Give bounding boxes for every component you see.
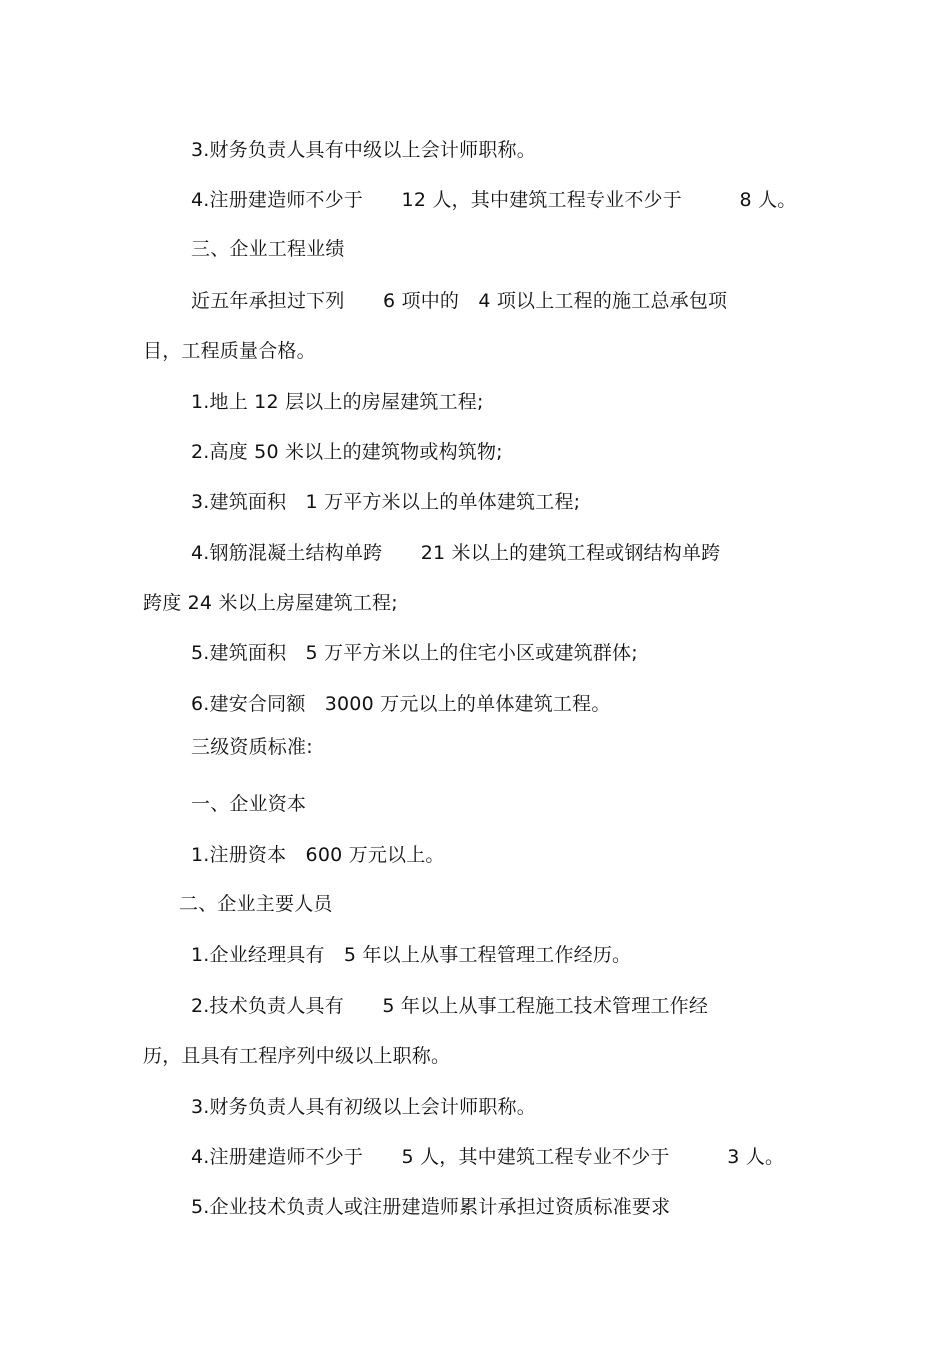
text-line-20: 3.财务负责人具有初级以上会计师职称。 <box>191 1096 536 1118</box>
section-heading-capital: 一、企业资本 <box>191 793 307 815</box>
section-heading-personnel: 二、企业主要人员 <box>179 893 333 915</box>
text-line-7: 2.高度 50 米以上的建筑物或构筑物; <box>191 441 503 463</box>
text-line-5: 目，工程质量合格。 <box>143 340 316 362</box>
text-line-18: 2.技术负责人具有 5 年以上从事工程施工技术管理工作经 <box>191 995 709 1017</box>
text-line-15: 1.注册资本 600 万元以上。 <box>191 844 445 866</box>
section-heading-performance: 三、企业工程业绩 <box>191 238 345 260</box>
text-line-17: 1.企业经理具有 5 年以上从事工程管理工作经历。 <box>191 944 632 966</box>
text-line-8: 3.建筑面积 1 万平方米以上的单体建筑工程; <box>191 491 581 513</box>
text-line-11: 5.建筑面积 5 万平方米以上的住宅小区或建筑群体; <box>191 642 638 664</box>
text-line-19: 历，且具有工程序列中级以上职称。 <box>143 1045 451 1067</box>
text-line-21: 4.注册建造师不少于 5 人，其中建筑工程专业不少于 3 人。 <box>191 1146 785 1168</box>
text-line-1: 3.财务负责人具有中级以上会计师职称。 <box>191 139 536 161</box>
text-line-9: 4.钢筋混凝土结构单跨 21 米以上的建筑工程或钢结构单跨 <box>191 542 721 564</box>
text-line-22: 5.企业技术负责人或注册建造师累计承担过资质标准要求 <box>191 1196 671 1218</box>
text-line-10: 跨度 24 米以上房屋建筑工程; <box>143 592 398 614</box>
text-line-2: 4.注册建造师不少于 12 人，其中建筑工程专业不少于 8 人。 <box>191 189 797 211</box>
text-line-6: 1.地上 12 层以上的房屋建筑工程; <box>191 391 484 413</box>
section-heading-level3: 三级资质标准: <box>191 736 313 758</box>
text-line-4: 近五年承担过下列 6 项中的 4 项以上工程的施工总承包项 <box>191 290 728 312</box>
text-line-12: 6.建安合同额 3000 万元以上的单体建筑工程。 <box>191 693 611 715</box>
